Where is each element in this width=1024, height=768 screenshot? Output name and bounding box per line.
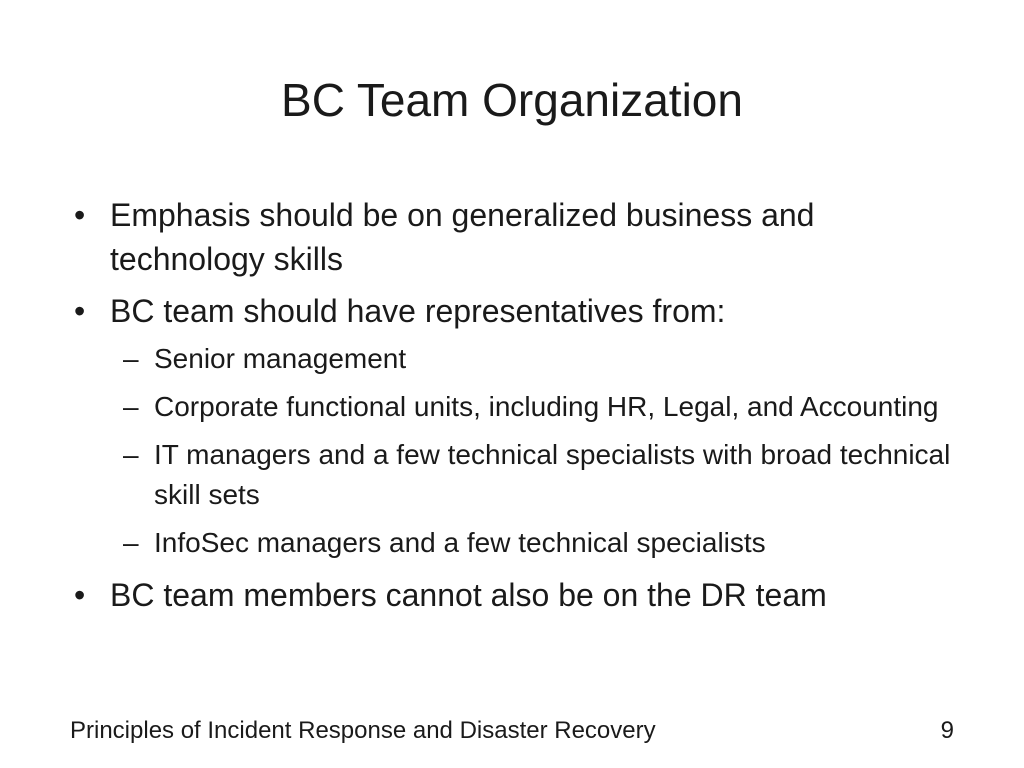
bullet-text: Emphasis should be on generalized business and technology skills [110,197,815,277]
sub-bullet-list [70,339,970,563]
sub-bullet-marker: – [123,439,139,470]
bullet-marker: • [74,577,86,613]
slide-content [70,193,970,625]
sub-bullet-marker: – [123,391,139,422]
bullet-item [70,193,970,281]
sub-bullet-item [70,435,970,515]
bullet-text: BC team members cannot also be on the DR team [110,577,827,613]
sub-bullet-text: Corporate functional units, including HR, Legal, and Accounting [154,391,939,422]
slide-footer [70,716,954,746]
sub-bullet-text: InfoSec managers and a few technical specialists [154,527,766,558]
bullet-marker: • [74,293,86,329]
slide-title: BC Team Organization [281,74,743,126]
bullet-text: BC team should have representatives from: [110,293,726,329]
page-number: 9 [940,717,954,744]
sub-bullet-item [70,339,970,379]
sub-bullet-text: IT managers and a few technical specialists with broad technical skill sets [154,439,951,510]
sub-bullet-text: Senior management [154,343,407,374]
sub-bullet-item [70,523,970,563]
footer-course-title: Principles of Incident Response and Disaster Recovery [70,717,656,744]
sub-bullet-item [70,387,970,427]
bullet-item [70,573,970,617]
bullet-marker: • [74,197,86,233]
bullet-item [70,289,970,333]
sub-bullet-marker: – [123,343,139,374]
sub-bullet-marker: – [123,527,139,558]
